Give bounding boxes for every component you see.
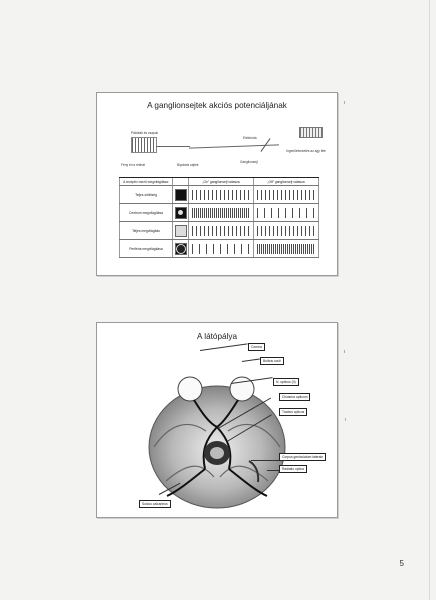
label-radiatio-optica: Radiatio optica: [279, 465, 307, 473]
radiatio-pointer: [267, 470, 279, 471]
response-table-header: [119, 178, 319, 186]
slide-ganglion-cells: [96, 92, 338, 276]
stimulus-dark-icon: [173, 186, 189, 203]
table-row: [119, 186, 319, 204]
label-sulcus-calcarinus: Sulcus calcarinus: [139, 500, 171, 508]
label-cornea: Cornea: [248, 343, 265, 351]
on-response-trace: [189, 186, 254, 203]
header-off-response: „Off” ganglionsejt válasza: [254, 178, 319, 185]
page-number: 5: [399, 559, 404, 568]
label-tractus-opticus: Tractus opticus: [279, 408, 307, 416]
off-response-trace: [254, 204, 319, 221]
stimulus-spot-icon: [173, 204, 189, 221]
off-response-trace: [254, 186, 319, 203]
row-label: Periféria megvilágítása: [119, 240, 173, 257]
label-nervus-opticus: N. opticus (II): [273, 378, 299, 386]
cornea-pointer: [200, 343, 248, 351]
table-row: [119, 240, 319, 258]
row-label: Teljes sötétség: [119, 186, 173, 203]
header-on-response: „On” ganglionsejt válasza: [189, 178, 254, 185]
label-corpus-geniculatum: Corpus geniculatum laterale: [279, 453, 326, 461]
header-stimulus: A receptív mező megvilágítása:: [119, 178, 173, 185]
slide1-title: A ganglionsejtek akciós potenciáljának: [147, 101, 287, 110]
retina-receptors-diagram: [131, 137, 157, 153]
label-bulbus-oculi: Bulbus oculi: [260, 357, 284, 365]
corpus-pointer: [251, 460, 279, 461]
ganglion-label: Ganglionsejt: [240, 160, 258, 164]
row-label: Teljes megvilágítás: [119, 222, 173, 239]
on-response-trace: [189, 240, 254, 257]
scan-mark: [344, 101, 345, 104]
electrode-label: Elektróda: [243, 136, 257, 140]
light-label: Fény éri a retinát: [121, 163, 145, 167]
receptors-label: Pálcikák és csapok: [131, 131, 159, 135]
bipolar-label: Bipoláris sejtek: [177, 163, 199, 167]
slide-visual-pathway: [96, 322, 338, 518]
spike-trace-inset: [299, 127, 323, 138]
table-row: [119, 204, 319, 222]
header-spacer: [173, 178, 189, 185]
off-response-trace: [254, 240, 319, 257]
table-row: [119, 222, 319, 240]
off-response-trace: [254, 222, 319, 239]
page-edge: [429, 0, 430, 600]
response-table: [119, 177, 319, 258]
scan-mark: [345, 418, 346, 421]
label-chiasma-opticum: Chiasma opticum: [279, 393, 310, 401]
on-response-trace: [189, 204, 254, 221]
stimulus-annulus-icon: [173, 240, 189, 257]
row-label: Centrum megvilágítása: [119, 204, 173, 221]
stimulus-full-light-icon: [173, 222, 189, 239]
slide2-title: A látópálya: [196, 332, 238, 341]
impulse-label: Ingerületvezetés az agy felé: [286, 149, 326, 153]
on-response-trace: [189, 222, 254, 239]
scan-mark: [344, 350, 345, 353]
bipolar-cell-line: [156, 146, 190, 147]
